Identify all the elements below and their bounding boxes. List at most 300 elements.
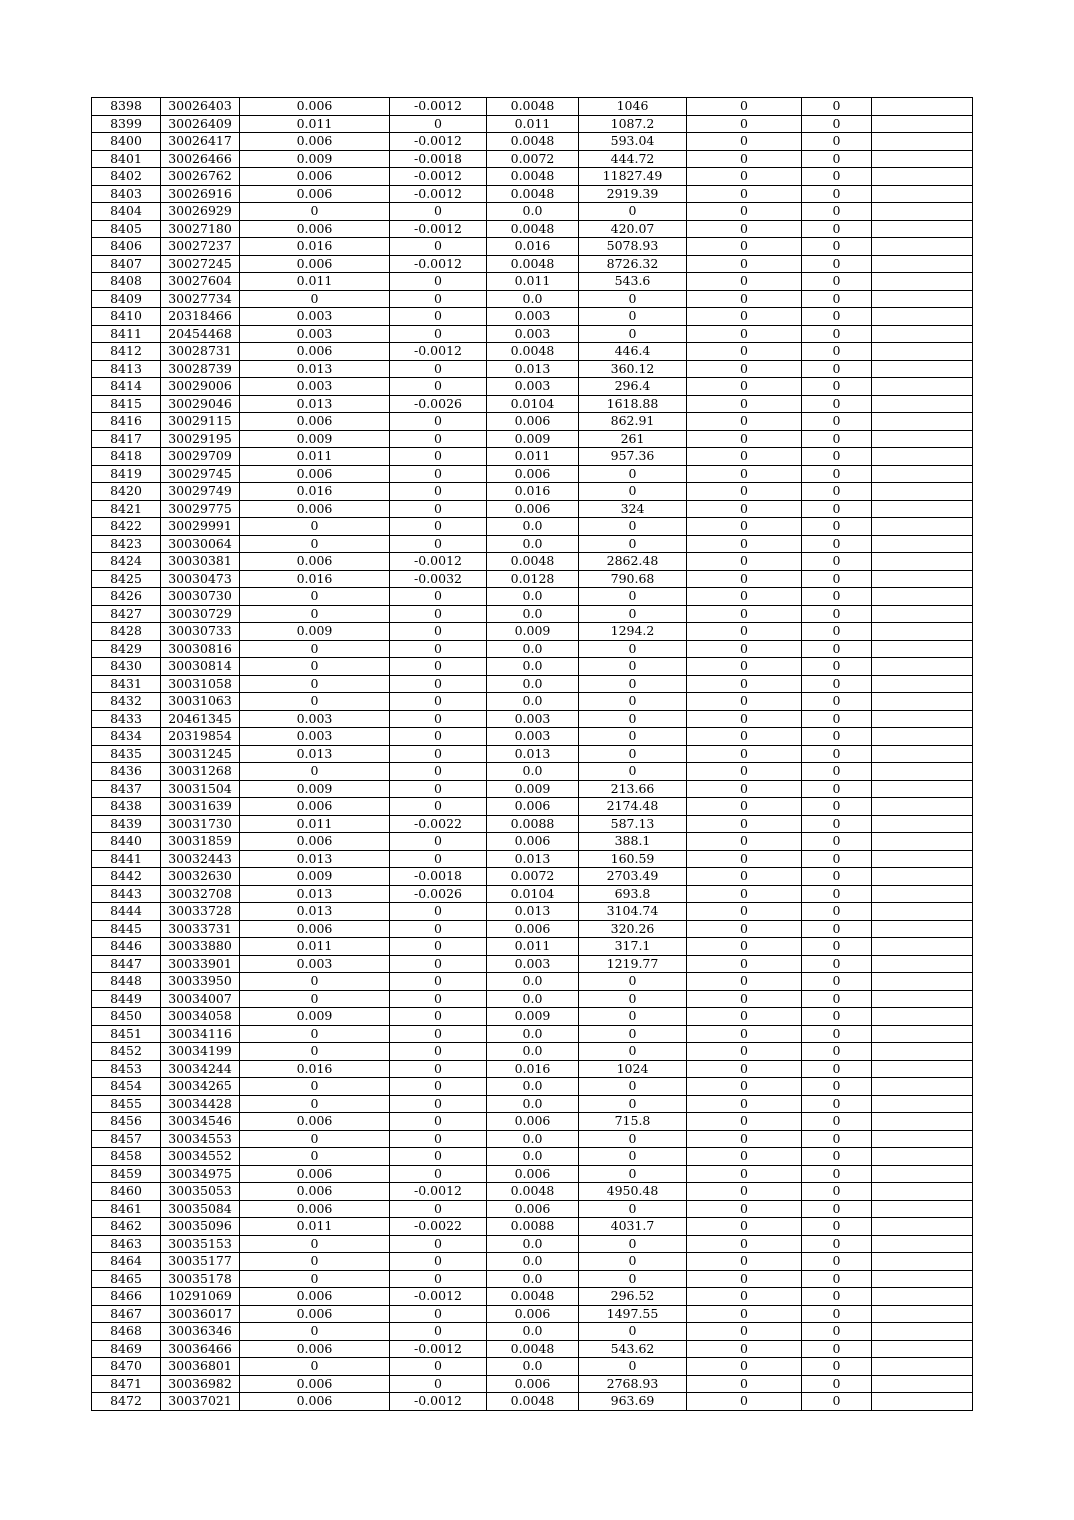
rate-cell: 0 — [240, 675, 390, 693]
row-index-cell: 8454 — [92, 1078, 161, 1096]
col8-cell: 0 — [802, 1235, 872, 1253]
table-row — [92, 430, 973, 448]
rate-cell: 0.006 — [240, 920, 390, 938]
amount-cell: 317.1 — [579, 938, 687, 956]
adjustment-cell: 0 — [390, 763, 487, 781]
empty-cell — [872, 535, 973, 553]
col8-cell: 0 — [802, 1323, 872, 1341]
empty-cell — [872, 903, 973, 921]
empty-cell — [872, 98, 973, 116]
col8-cell: 0 — [802, 430, 872, 448]
adjustment-cell: 0 — [390, 1095, 487, 1113]
row-index-cell: 8456 — [92, 1113, 161, 1131]
col8-cell: 0 — [802, 570, 872, 588]
table-row — [92, 1305, 973, 1323]
record-id-cell: 30030814 — [161, 658, 240, 676]
empty-cell — [872, 343, 973, 361]
net-rate-cell: 0.0 — [487, 1095, 579, 1113]
adjustment-cell: 0 — [390, 500, 487, 518]
col8-cell: 0 — [802, 115, 872, 133]
adjustment-cell: 0 — [390, 1235, 487, 1253]
table-row — [92, 885, 973, 903]
empty-cell — [872, 605, 973, 623]
net-rate-cell: 0.0 — [487, 1358, 579, 1376]
col7-cell: 0 — [687, 1060, 802, 1078]
table-row — [92, 115, 973, 133]
row-index-cell: 8464 — [92, 1253, 161, 1271]
rate-cell: 0.003 — [240, 955, 390, 973]
adjustment-cell: -0.0012 — [390, 1288, 487, 1306]
net-rate-cell: 0.0 — [487, 535, 579, 553]
amount-cell: 2174.48 — [579, 798, 687, 816]
adjustment-cell: 0 — [390, 903, 487, 921]
net-rate-cell: 0.011 — [487, 273, 579, 291]
net-rate-cell: 0.011 — [487, 938, 579, 956]
adjustment-cell: -0.0022 — [390, 815, 487, 833]
rate-cell: 0 — [240, 763, 390, 781]
rate-cell: 0.016 — [240, 570, 390, 588]
rate-cell: 0 — [240, 290, 390, 308]
record-id-cell: 30034244 — [161, 1060, 240, 1078]
adjustment-cell: 0 — [390, 448, 487, 466]
rate-cell: 0.009 — [240, 868, 390, 886]
empty-cell — [872, 1358, 973, 1376]
row-index-cell: 8423 — [92, 535, 161, 553]
col7-cell: 0 — [687, 850, 802, 868]
amount-cell: 0 — [579, 518, 687, 536]
empty-cell — [872, 973, 973, 991]
table-row — [92, 903, 973, 921]
row-index-cell: 8468 — [92, 1323, 161, 1341]
net-rate-cell: 0.0048 — [487, 168, 579, 186]
table-row — [92, 693, 973, 711]
record-id-cell: 30030473 — [161, 570, 240, 588]
adjustment-cell: 0 — [390, 378, 487, 396]
rate-cell: 0 — [240, 518, 390, 536]
row-index-cell: 8443 — [92, 885, 161, 903]
empty-cell — [872, 588, 973, 606]
col8-cell: 0 — [802, 325, 872, 343]
net-rate-cell: 0.003 — [487, 325, 579, 343]
amount-cell: 2768.93 — [579, 1375, 687, 1393]
net-rate-cell: 0.0 — [487, 763, 579, 781]
amount-cell: 0 — [579, 203, 687, 221]
rate-cell: 0.003 — [240, 710, 390, 728]
rate-cell: 0 — [240, 1043, 390, 1061]
record-id-cell: 30031504 — [161, 780, 240, 798]
col7-cell: 0 — [687, 1393, 802, 1411]
record-id-cell: 30030730 — [161, 588, 240, 606]
col7-cell: 0 — [687, 448, 802, 466]
net-rate-cell: 0.013 — [487, 360, 579, 378]
empty-cell — [872, 553, 973, 571]
table-row — [92, 1375, 973, 1393]
record-id-cell: 30028731 — [161, 343, 240, 361]
col8-cell: 0 — [802, 378, 872, 396]
adjustment-cell: -0.0012 — [390, 1393, 487, 1411]
col8-cell: 0 — [802, 1288, 872, 1306]
col8-cell: 0 — [802, 885, 872, 903]
table-row — [92, 203, 973, 221]
row-index-cell: 8421 — [92, 500, 161, 518]
adjustment-cell: 0 — [390, 675, 487, 693]
net-rate-cell: 0.0 — [487, 990, 579, 1008]
adjustment-cell: 0 — [390, 588, 487, 606]
record-id-cell: 30026762 — [161, 168, 240, 186]
amount-cell: 420.07 — [579, 220, 687, 238]
adjustment-cell: 0 — [390, 938, 487, 956]
adjustment-cell: 0 — [390, 623, 487, 641]
col8-cell: 0 — [802, 920, 872, 938]
col8-cell: 0 — [802, 1200, 872, 1218]
col7-cell: 0 — [687, 308, 802, 326]
col7-cell: 0 — [687, 518, 802, 536]
col8-cell: 0 — [802, 955, 872, 973]
row-index-cell: 8410 — [92, 308, 161, 326]
net-rate-cell: 0.006 — [487, 920, 579, 938]
net-rate-cell: 0.013 — [487, 850, 579, 868]
adjustment-cell: -0.0012 — [390, 220, 487, 238]
record-id-cell: 30034553 — [161, 1130, 240, 1148]
col8-cell: 0 — [802, 1025, 872, 1043]
empty-cell — [872, 220, 973, 238]
adjustment-cell: 0 — [390, 1200, 487, 1218]
empty-cell — [872, 238, 973, 256]
table-row — [92, 938, 973, 956]
table-row — [92, 1393, 973, 1411]
rate-cell: 0.016 — [240, 483, 390, 501]
net-rate-cell: 0.0 — [487, 658, 579, 676]
rate-cell: 0.006 — [240, 343, 390, 361]
net-rate-cell: 0.0 — [487, 1078, 579, 1096]
rate-cell: 0.016 — [240, 238, 390, 256]
row-index-cell: 8399 — [92, 115, 161, 133]
col8-cell: 0 — [802, 728, 872, 746]
col7-cell: 0 — [687, 920, 802, 938]
row-index-cell: 8442 — [92, 868, 161, 886]
rate-cell: 0.011 — [240, 815, 390, 833]
col8-cell: 0 — [802, 763, 872, 781]
rate-cell: 0.006 — [240, 1200, 390, 1218]
col7-cell: 0 — [687, 868, 802, 886]
empty-cell — [872, 483, 973, 501]
col7-cell: 0 — [687, 1218, 802, 1236]
empty-cell — [872, 710, 973, 728]
amount-cell: 5078.93 — [579, 238, 687, 256]
empty-cell — [872, 1375, 973, 1393]
adjustment-cell: 0 — [390, 273, 487, 291]
amount-cell: 543.62 — [579, 1340, 687, 1358]
col8-cell: 0 — [802, 1078, 872, 1096]
col7-cell: 0 — [687, 1305, 802, 1323]
record-id-cell: 30037021 — [161, 1393, 240, 1411]
net-rate-cell: 0.003 — [487, 955, 579, 973]
col8-cell: 0 — [802, 290, 872, 308]
adjustment-cell: 0 — [390, 1113, 487, 1131]
table-row — [92, 395, 973, 413]
col7-cell: 0 — [687, 430, 802, 448]
amount-cell: 0 — [579, 605, 687, 623]
table-row — [92, 605, 973, 623]
rate-cell: 0 — [240, 1235, 390, 1253]
net-rate-cell: 0.0 — [487, 1253, 579, 1271]
table-row — [92, 623, 973, 641]
col8-cell: 0 — [802, 1165, 872, 1183]
col7-cell: 0 — [687, 973, 802, 991]
amount-cell: 0 — [579, 1078, 687, 1096]
col7-cell: 0 — [687, 150, 802, 168]
col8-cell: 0 — [802, 903, 872, 921]
rate-cell: 0.006 — [240, 98, 390, 116]
col7-cell: 0 — [687, 203, 802, 221]
col8-cell: 0 — [802, 938, 872, 956]
adjustment-cell: 0 — [390, 430, 487, 448]
col7-cell: 0 — [687, 465, 802, 483]
empty-cell — [872, 570, 973, 588]
table-row — [92, 570, 973, 588]
record-id-cell: 30033901 — [161, 955, 240, 973]
amount-cell: 0 — [579, 763, 687, 781]
table-row — [92, 185, 973, 203]
col8-cell: 0 — [802, 1218, 872, 1236]
row-index-cell: 8446 — [92, 938, 161, 956]
table-row — [92, 1060, 973, 1078]
empty-cell — [872, 168, 973, 186]
net-rate-cell: 0.009 — [487, 430, 579, 448]
col8-cell: 0 — [802, 605, 872, 623]
rate-cell: 0 — [240, 973, 390, 991]
adjustment-cell: 0 — [390, 1130, 487, 1148]
rate-cell: 0.006 — [240, 833, 390, 851]
rate-cell: 0 — [240, 1095, 390, 1113]
empty-cell — [872, 1393, 973, 1411]
net-rate-cell: 0.0048 — [487, 133, 579, 151]
amount-cell: 320.26 — [579, 920, 687, 938]
col7-cell: 0 — [687, 693, 802, 711]
empty-cell — [872, 745, 973, 763]
adjustment-cell: 0 — [390, 920, 487, 938]
data-table — [91, 97, 973, 1411]
col8-cell: 0 — [802, 868, 872, 886]
rate-cell: 0.003 — [240, 378, 390, 396]
empty-cell — [872, 150, 973, 168]
col8-cell: 0 — [802, 973, 872, 991]
empty-cell — [872, 728, 973, 746]
record-id-cell: 30026466 — [161, 150, 240, 168]
record-id-cell: 30029745 — [161, 465, 240, 483]
amount-cell: 3104.74 — [579, 903, 687, 921]
record-id-cell: 30035096 — [161, 1218, 240, 1236]
table-row — [92, 1113, 973, 1131]
net-rate-cell: 0.0 — [487, 693, 579, 711]
table-row — [92, 1235, 973, 1253]
net-rate-cell: 0.003 — [487, 728, 579, 746]
record-id-cell: 30027237 — [161, 238, 240, 256]
col7-cell: 0 — [687, 1358, 802, 1376]
rate-cell: 0.013 — [240, 360, 390, 378]
table-row — [92, 1358, 973, 1376]
adjustment-cell: 0 — [390, 798, 487, 816]
empty-cell — [872, 693, 973, 711]
col8-cell: 0 — [802, 395, 872, 413]
record-id-cell: 30027245 — [161, 255, 240, 273]
col7-cell: 0 — [687, 98, 802, 116]
row-index-cell: 8434 — [92, 728, 161, 746]
record-id-cell: 30026409 — [161, 115, 240, 133]
col8-cell: 0 — [802, 1008, 872, 1026]
table-row — [92, 1008, 973, 1026]
table-row — [92, 500, 973, 518]
record-id-cell: 30034546 — [161, 1113, 240, 1131]
adjustment-cell: -0.0012 — [390, 553, 487, 571]
net-rate-cell: 0.006 — [487, 413, 579, 431]
rate-cell: 0 — [240, 640, 390, 658]
amount-cell: 1219.77 — [579, 955, 687, 973]
empty-cell — [872, 938, 973, 956]
col8-cell: 0 — [802, 238, 872, 256]
col8-cell: 0 — [802, 500, 872, 518]
empty-cell — [872, 1323, 973, 1341]
table-row — [92, 1200, 973, 1218]
empty-cell — [872, 798, 973, 816]
rate-cell: 0.006 — [240, 1183, 390, 1201]
row-index-cell: 8447 — [92, 955, 161, 973]
record-id-cell: 30032443 — [161, 850, 240, 868]
col8-cell: 0 — [802, 308, 872, 326]
col7-cell: 0 — [687, 483, 802, 501]
table-row — [92, 955, 973, 973]
record-id-cell: 30036801 — [161, 1358, 240, 1376]
net-rate-cell: 0.006 — [487, 1375, 579, 1393]
row-index-cell: 8440 — [92, 833, 161, 851]
table-row — [92, 413, 973, 431]
row-index-cell: 8407 — [92, 255, 161, 273]
row-index-cell: 8430 — [92, 658, 161, 676]
table-row — [92, 290, 973, 308]
col8-cell: 0 — [802, 833, 872, 851]
col8-cell: 0 — [802, 98, 872, 116]
table-row — [92, 990, 973, 1008]
row-index-cell: 8429 — [92, 640, 161, 658]
row-index-cell: 8470 — [92, 1358, 161, 1376]
amount-cell: 4031.7 — [579, 1218, 687, 1236]
col7-cell: 0 — [687, 1043, 802, 1061]
amount-cell: 0 — [579, 973, 687, 991]
table-row — [92, 588, 973, 606]
col7-cell: 0 — [687, 885, 802, 903]
amount-cell: 2919.39 — [579, 185, 687, 203]
table-row — [92, 1183, 973, 1201]
col8-cell: 0 — [802, 640, 872, 658]
empty-cell — [872, 1288, 973, 1306]
col8-cell: 0 — [802, 465, 872, 483]
net-rate-cell: 0.0104 — [487, 885, 579, 903]
record-id-cell: 30034007 — [161, 990, 240, 1008]
rate-cell: 0.006 — [240, 1340, 390, 1358]
amount-cell: 1294.2 — [579, 623, 687, 641]
empty-cell — [872, 465, 973, 483]
col8-cell: 0 — [802, 220, 872, 238]
empty-cell — [872, 1148, 973, 1166]
amount-cell: 0 — [579, 745, 687, 763]
table-row — [92, 465, 973, 483]
net-rate-cell: 0.009 — [487, 780, 579, 798]
net-rate-cell: 0.006 — [487, 1113, 579, 1131]
empty-cell — [872, 1305, 973, 1323]
table-row — [92, 1130, 973, 1148]
table-row — [92, 1323, 973, 1341]
rate-cell: 0.006 — [240, 220, 390, 238]
amount-cell: 2862.48 — [579, 553, 687, 571]
row-index-cell: 8437 — [92, 780, 161, 798]
col7-cell: 0 — [687, 780, 802, 798]
table-row — [92, 1253, 973, 1271]
rate-cell: 0 — [240, 588, 390, 606]
amount-cell: 388.1 — [579, 833, 687, 851]
net-rate-cell: 0.0 — [487, 1130, 579, 1148]
record-id-cell: 30033880 — [161, 938, 240, 956]
row-index-cell: 8458 — [92, 1148, 161, 1166]
row-index-cell: 8436 — [92, 763, 161, 781]
col7-cell: 0 — [687, 1025, 802, 1043]
empty-cell — [872, 780, 973, 798]
rate-cell: 0.013 — [240, 903, 390, 921]
amount-cell: 0 — [579, 308, 687, 326]
rate-cell: 0.006 — [240, 1165, 390, 1183]
empty-cell — [872, 500, 973, 518]
rate-cell: 0.011 — [240, 1218, 390, 1236]
empty-cell — [872, 395, 973, 413]
rate-cell: 0.003 — [240, 325, 390, 343]
col7-cell: 0 — [687, 640, 802, 658]
col8-cell: 0 — [802, 1060, 872, 1078]
record-id-cell: 30031058 — [161, 675, 240, 693]
adjustment-cell: 0 — [390, 1305, 487, 1323]
rate-cell: 0.013 — [240, 745, 390, 763]
col8-cell: 0 — [802, 185, 872, 203]
rate-cell: 0.006 — [240, 185, 390, 203]
amount-cell: 0 — [579, 1008, 687, 1026]
amount-cell: 296.52 — [579, 1288, 687, 1306]
col8-cell: 0 — [802, 553, 872, 571]
amount-cell: 0 — [579, 658, 687, 676]
amount-cell: 587.13 — [579, 815, 687, 833]
empty-cell — [872, 185, 973, 203]
col7-cell: 0 — [687, 273, 802, 291]
empty-cell — [872, 203, 973, 221]
amount-cell: 0 — [579, 1025, 687, 1043]
row-index-cell: 8424 — [92, 553, 161, 571]
amount-cell: 862.91 — [579, 413, 687, 431]
rate-cell: 0 — [240, 658, 390, 676]
adjustment-cell: -0.0012 — [390, 343, 487, 361]
col8-cell: 0 — [802, 1340, 872, 1358]
rate-cell: 0.006 — [240, 168, 390, 186]
empty-cell — [872, 1235, 973, 1253]
rate-cell: 0 — [240, 990, 390, 1008]
table-row — [92, 1165, 973, 1183]
col7-cell: 0 — [687, 378, 802, 396]
rate-cell: 0 — [240, 1270, 390, 1288]
amount-cell: 0 — [579, 693, 687, 711]
col8-cell: 0 — [802, 623, 872, 641]
adjustment-cell: -0.0012 — [390, 185, 487, 203]
col7-cell: 0 — [687, 1340, 802, 1358]
col8-cell: 0 — [802, 990, 872, 1008]
row-index-cell: 8432 — [92, 693, 161, 711]
record-id-cell: 30029775 — [161, 500, 240, 518]
row-index-cell: 8400 — [92, 133, 161, 151]
